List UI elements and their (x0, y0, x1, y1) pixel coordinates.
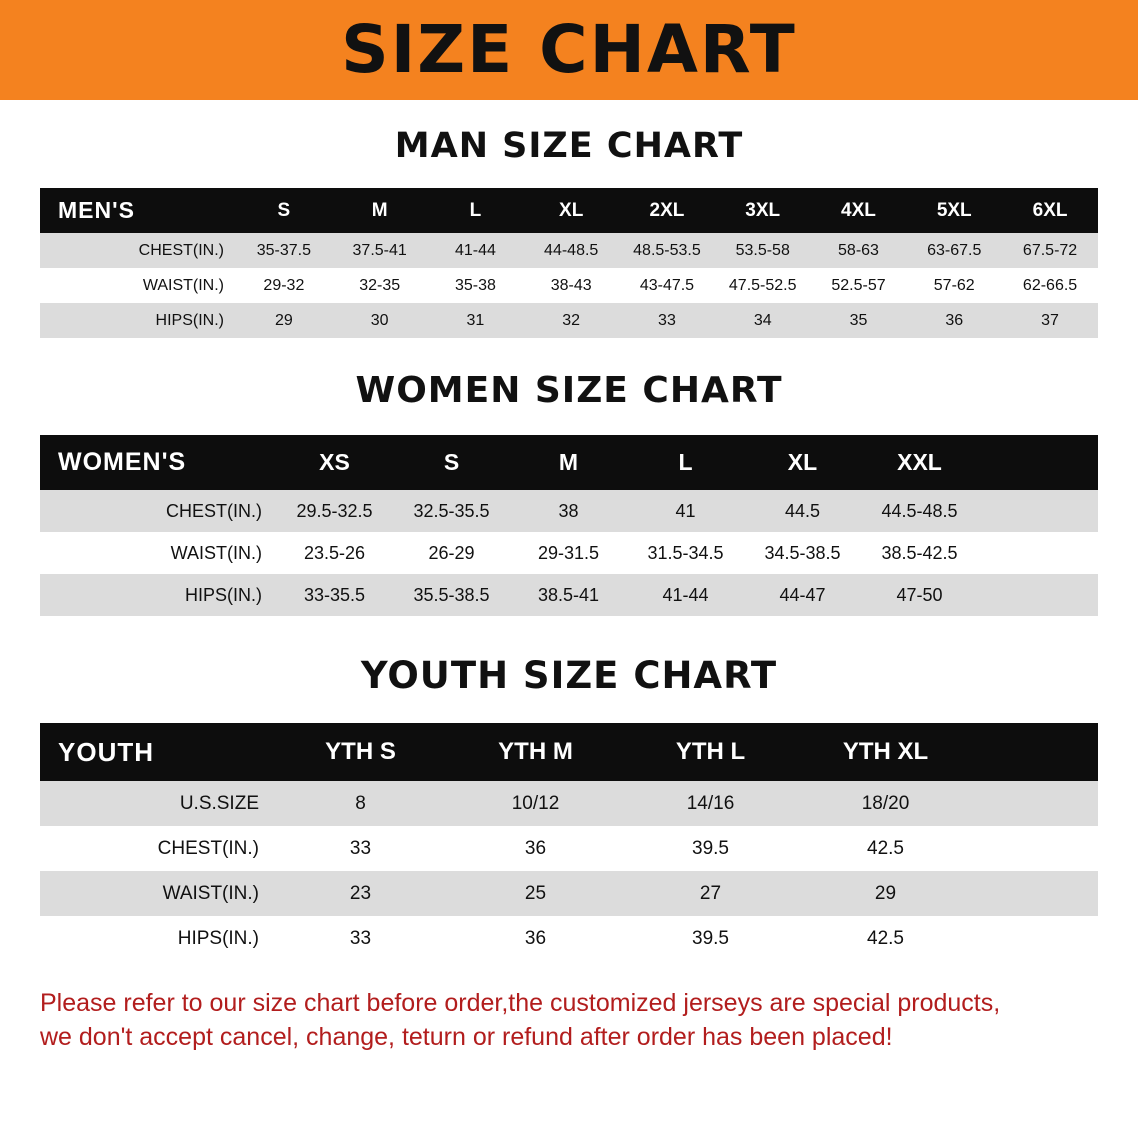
man-cell-2-3: 32 (562, 311, 581, 329)
youth-header-size-0: YTH S (325, 738, 396, 765)
women-cell-2-2: 38.5-41 (537, 584, 600, 605)
women-cell-2-0: 33-35.5 (303, 584, 366, 605)
women-cell-0-3: 41 (675, 500, 696, 521)
women-cell-1-0: 23.5-26 (303, 542, 366, 563)
women-header-spacer (978, 435, 1098, 490)
youth-header-spacer (973, 723, 1098, 781)
man-cell-0-2: 41-44 (454, 241, 496, 259)
man-table-wrap (40, 188, 1098, 338)
table-row (40, 233, 1098, 268)
man-row-label-2: HIPS(IN.) (155, 311, 224, 329)
youth-cell-2-spacer (973, 871, 1098, 916)
youth-table-body (40, 781, 1098, 961)
women-cell-0-2: 38 (558, 500, 579, 521)
youth-header-size-3: YTH XL (842, 738, 929, 765)
man-header-size-1: M (371, 199, 388, 221)
youth-cell-2-2: 27 (699, 882, 722, 904)
youth-cell-3-3: 42.5 (867, 927, 904, 949)
women-table-header (40, 435, 1098, 490)
table-row (40, 532, 1098, 574)
youth-cell-0-2: 14/16 (686, 792, 735, 814)
youth-cell-1-2: 39.5 (692, 837, 729, 859)
women-cell-1-2: 29-31.5 (537, 542, 600, 563)
man-cell-1-1: 32-35 (359, 276, 401, 294)
women-row-label-0: CHEST(IN.) (166, 500, 262, 521)
table-row (40, 781, 1098, 826)
youth-header-size-1: YTH M (498, 738, 573, 765)
table-row (40, 574, 1098, 616)
women-cell-2-5: 47-50 (896, 584, 943, 605)
man-header-size-3: XL (559, 199, 584, 221)
man-cell-2-7: 36 (945, 311, 964, 329)
women-header-size-1: S (443, 449, 460, 475)
man-row-label-0: CHEST(IN.) (138, 241, 224, 259)
man-section-heading: MAN SIZE CHART (394, 126, 744, 166)
man-cell-1-7: 57-62 (933, 276, 975, 294)
page-banner (0, 0, 1138, 100)
table-row (40, 490, 1098, 532)
man-cell-0-0: 35-37.5 (256, 241, 312, 259)
youth-row-label-2: WAIST(IN.) (162, 882, 259, 904)
man-cell-1-2: 35-38 (454, 276, 496, 294)
man-cell-0-5: 53.5-58 (735, 241, 790, 259)
youth-table-wrap (40, 723, 1098, 961)
table-header-row (40, 723, 1098, 781)
man-table-body (40, 233, 1098, 338)
women-cell-1-3: 31.5-34.5 (647, 542, 724, 563)
women-cell-0-spacer (978, 490, 1098, 532)
man-cell-2-2: 31 (466, 311, 485, 329)
women-size-table (40, 435, 1098, 616)
youth-cell-1-3: 42.5 (867, 837, 904, 859)
youth-header-size-2: YTH L (675, 738, 746, 765)
women-header-label: WOMEN'S (58, 448, 187, 476)
women-header-size-0: XS (319, 449, 350, 475)
women-table-wrap (40, 435, 1098, 616)
women-cell-2-1: 35.5-38.5 (413, 584, 490, 605)
women-header-size-2: M (558, 449, 579, 475)
page-title: SIZE CHART (341, 11, 797, 88)
man-cell-1-0: 29-32 (263, 276, 305, 294)
man-cell-1-3: 38-43 (550, 276, 592, 294)
man-cell-0-1: 37.5-41 (352, 241, 407, 259)
man-cell-2-6: 35 (849, 311, 868, 329)
man-row-label-1: WAIST(IN.) (142, 276, 224, 294)
man-header-size-8: 6XL (1032, 199, 1068, 221)
women-table-body (40, 490, 1098, 616)
man-cell-1-4: 43-47.5 (639, 276, 695, 294)
youth-section-heading: YOUTH SIZE CHART (360, 654, 778, 697)
man-cell-1-6: 52.5-57 (831, 276, 886, 294)
man-cell-2-0: 29 (274, 311, 293, 329)
man-header-size-0: S (277, 199, 291, 221)
youth-cell-2-3: 29 (874, 882, 897, 904)
women-cell-0-0: 29.5-32.5 (296, 500, 373, 521)
man-cell-0-7: 63-67.5 (927, 241, 982, 259)
women-section-heading: WOMEN SIZE CHART (355, 370, 783, 411)
youth-cell-0-3: 18/20 (861, 792, 910, 814)
man-header-size-2: L (469, 199, 482, 221)
note-line-2: we don't accept cancel, change, teturn or refund after order has been placed! (40, 1022, 893, 1051)
women-header-size-3: L (678, 449, 693, 475)
women-cell-0-4: 44.5 (784, 500, 821, 521)
man-header-label: MEN'S (58, 197, 135, 223)
youth-header-label: YOUTH (58, 736, 154, 767)
man-header-size-7: 5XL (936, 199, 972, 221)
youth-cell-2-0: 23 (349, 882, 372, 904)
youth-cell-2-1: 25 (524, 882, 547, 904)
women-header-size-5: XXL (897, 449, 942, 475)
women-cell-2-4: 44-47 (779, 584, 826, 605)
man-cell-0-6: 58-63 (838, 241, 879, 259)
youth-row-label-0: U.S.SIZE (179, 792, 259, 814)
man-cell-0-3: 44-48.5 (544, 241, 599, 259)
women-cell-0-1: 32.5-35.5 (413, 500, 490, 521)
youth-cell-3-0: 33 (349, 927, 372, 949)
table-row (40, 268, 1098, 303)
man-header-size-4: 2XL (649, 199, 685, 221)
table-header-row (40, 188, 1098, 233)
women-row-label-1: WAIST(IN.) (170, 542, 262, 563)
table-row (40, 826, 1098, 871)
youth-table-header (40, 723, 1098, 781)
man-cell-2-1: 30 (370, 311, 389, 329)
table-row (40, 871, 1098, 916)
youth-cell-3-1: 36 (524, 927, 547, 949)
man-cell-0-8: 67.5-72 (1022, 241, 1078, 259)
man-size-table (40, 188, 1098, 338)
youth-cell-3-2: 39.5 (692, 927, 729, 949)
women-cell-1-1: 26-29 (428, 542, 475, 563)
women-cell-1-4: 34.5-38.5 (764, 542, 841, 563)
man-cell-1-8: 62-66.5 (1022, 276, 1078, 294)
youth-cell-0-0: 8 (355, 792, 366, 814)
man-cell-2-8: 37 (1041, 311, 1059, 329)
youth-cell-1-1: 36 (524, 837, 547, 859)
man-header-size-6: 4XL (841, 199, 876, 221)
women-cell-2-3: 41-44 (662, 584, 709, 605)
women-cell-2-spacer (978, 574, 1098, 616)
youth-cell-1-0: 33 (349, 837, 372, 859)
women-row-label-2: HIPS(IN.) (184, 584, 262, 605)
man-table-header (40, 188, 1098, 233)
man-cell-2-4: 33 (658, 311, 676, 329)
women-cell-0-5: 44.5-48.5 (881, 500, 958, 521)
table-row (40, 916, 1098, 961)
return-policy-note (40, 987, 1098, 1055)
youth-cell-0-1: 10/12 (511, 792, 560, 814)
youth-row-label-1: CHEST(IN.) (157, 837, 259, 859)
table-header-row (40, 435, 1098, 490)
youth-row-label-3: HIPS(IN.) (177, 927, 259, 949)
women-cell-1-spacer (978, 532, 1098, 574)
youth-cell-1-spacer (973, 826, 1098, 871)
man-header-size-5: 3XL (745, 199, 781, 221)
youth-cell-3-spacer (973, 916, 1098, 961)
note-line-1: Please refer to our size chart before order,the customized jerseys are special products, (40, 989, 1001, 1017)
youth-cell-0-spacer (973, 781, 1098, 826)
man-cell-0-4: 48.5-53.5 (633, 241, 701, 259)
man-cell-2-5: 34 (753, 311, 772, 329)
table-row (40, 303, 1098, 338)
women-header-size-4: XL (787, 449, 818, 475)
women-cell-1-5: 38.5-42.5 (881, 542, 958, 563)
man-cell-1-5: 47.5-52.5 (728, 276, 797, 294)
youth-size-table (40, 723, 1098, 961)
